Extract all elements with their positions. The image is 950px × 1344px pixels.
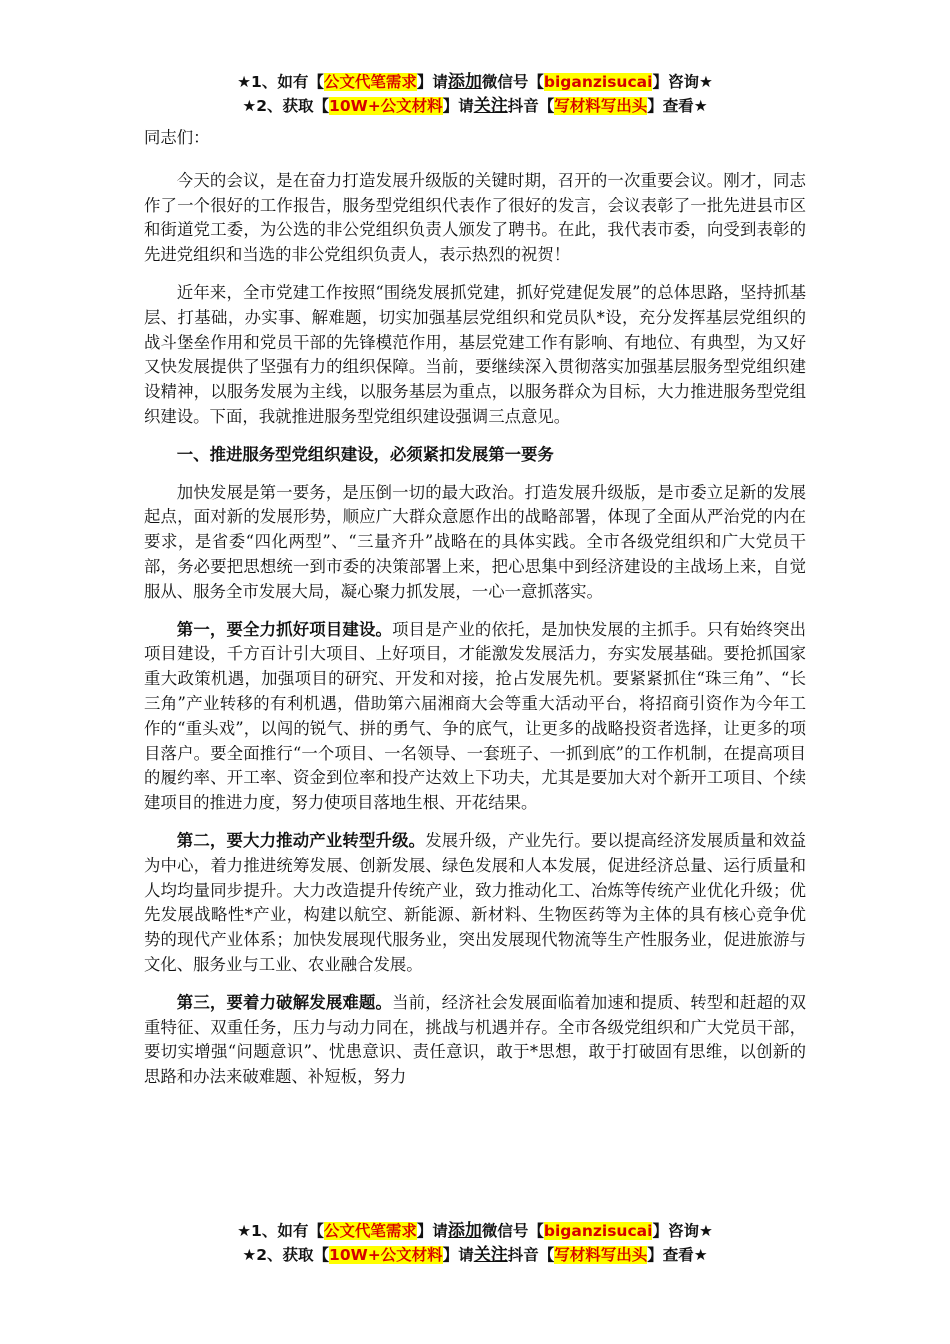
promo-text: 】请 (442, 97, 474, 115)
paragraph: 今天的会议，是在奋力打造发展升级版的关键时期，召开的一次重要会议。刚才，同志作了一个很好的工作报告，服务型党组织代表作了很好的发言，会议表彰了一批先进县市区和街道党工委，为公选的非公党组织负责人颁发了聘书。在此，我代表市委，向受到表彰的先进党组织和当选的非公党组织负责人，表示热烈的祝贺！ (144, 170, 806, 265)
paragraph-body: 发展升级，产业先行。要以提高经济发展质量和效益为中心，着力推进统筹发展、创新发展、绿色发展和人本发展，促进经济总量、运行质量和人均均量同步提升。大力改造提升传统产业，致力推动化工、冶炼等传统产业优化升级；优先发展战略性*产业，构建以航空、新能源、新材料、生物医药等为主体的具有核心竞争优势的现代产业体系；加快发展现代服务业，突出发展现代物流等生产性服务业，促进旅游与文化、服务业与工业、农业融合发展。 (144, 830, 806, 974)
promo-text: 】请 (442, 1246, 474, 1264)
section-heading: 一、推进服务型党组织建设，必须紧扣发展第一要务 (176, 444, 554, 464)
paragraph-body: 项目是产业的依托，是加快发展的主抓手。只有始终突出项目建设，千方百计引大项目、上好项目，才能激发发展活力，夯实发展基础。要抢抓国家重大政策机遇，加强项目的研究、开发和对接，抢占发展先机。要紧紧抓住“珠三角”、“长三角”产业转移的有利机遇，借助第六届湘商大会等重大活动平台，将招商引资作为今年工作的“重头戏”，以闯的锐气、拼的勇气、争的底气，让更多的战略投资者选择，让更多的项目落户。要全面推行“一个项目、一名领导、一套班子、一抓到底”的工作机制，在提高项目的履约率、开工率、资金到位率和投产达效上下功夫，尤其是要加大对个新开工项目、个续建项目的推进力度，努力使项目落地生根、开花结果。 (144, 619, 806, 813)
promo-text: 】咨询★ (652, 73, 713, 91)
paragraph (144, 618, 806, 816)
promo-text: 】请 (416, 1222, 448, 1240)
promo-highlight: 公文代笔需求 (323, 1222, 417, 1240)
promo-text: 】查看★ (647, 97, 708, 115)
paragraph-lead: 第二，要大力推动产业转型升级。 (176, 830, 426, 850)
promo-text: ★2、获取【 (242, 97, 330, 115)
promo-underline: 关注 (473, 96, 508, 116)
promo-text: 】查看★ (647, 1246, 708, 1264)
promo-text: 抖音【 (507, 1246, 555, 1264)
promo-highlight: 写材料写出头 (554, 97, 648, 115)
promo-line-2 (0, 1243, 950, 1267)
promo-underline: 关注 (473, 1245, 508, 1265)
promo-underline: 添加 (447, 1221, 482, 1241)
paragraph: 加快发展是第一要务，是压倒一切的最大政治。打造发展升级版，是市委立足新的发展起点，面对新的发展形势，顺应广大群众意愿作出的战略部署，体现了全面从严治党的内在要求，是省委“四化两型”、“三量齐升”战略在的具体实践。全市各级党组织和广大党员干部，务必要把思想统一到市委的决策部署上来，把心思集中到经济建设的主战场上来，自觉服从、服务全市发展大局，凝心聚力抓发展，一心一意抓落实。 (144, 482, 806, 601)
promo-highlight: 10W+公文材料 (329, 97, 443, 115)
promo-highlight: 10W+公文材料 (329, 1246, 443, 1264)
promo-text: ★2、获取【 (242, 1246, 330, 1264)
paragraph-lead: 第三，要着力破解发展难题。 (176, 992, 393, 1012)
promo-text: 抖音【 (507, 97, 555, 115)
promo-line-1 (0, 1219, 950, 1243)
promo-line-1 (0, 70, 950, 94)
promo-underline: 添加 (447, 72, 482, 92)
promo-text: ★1、如有【 (237, 73, 324, 91)
paragraph (144, 829, 806, 978)
promo-text: 】请 (416, 73, 448, 91)
top-promo-banner (0, 70, 950, 118)
promo-text: ★1、如有【 (237, 1222, 324, 1240)
promo-highlight: biganzisucai (543, 1222, 653, 1240)
promo-line-2 (0, 94, 950, 118)
promo-highlight: 写材料写出头 (554, 1246, 648, 1264)
promo-text: 】咨询★ (652, 1222, 713, 1240)
promo-highlight: 公文代笔需求 (323, 73, 417, 91)
salutation: 同志们： (144, 128, 210, 147)
paragraph: 近年来，全市党建工作按照“围绕发展抓党建，抓好党建促发展”的总体思路，坚持抓基层、打基础，办实事、解难题，切实加强基层党组织和党员队*设，充分发挥基层党组织的战斗堡垒作用和党员干部的先锋模范作用，基层党建工作有影响、有地位、有典型，为又好又快发展提供了坚强有力的组织保障。当前，要继续深入贯彻落实加强基层服务型党组织建设精神，以服务发展为主线，以服务基层为重点，以服务群众为目标，大力推进服务型党组织建设。下面，我就推进服务型党组织建设强调三点意见。 (144, 282, 806, 426)
paragraph (144, 991, 806, 1090)
promo-text: 微信号【 (481, 1222, 544, 1240)
promo-text: 微信号【 (481, 73, 544, 91)
bottom-promo-banner (0, 1219, 950, 1267)
paragraph-lead: 第一，要全力抓好项目建设。 (176, 619, 393, 639)
document-body (144, 126, 806, 1090)
paragraph-body: 当前，经济社会发展面临着加速和提质、转型和赶超的双重特征、双重任务，压力与动力同在，挑战与机遇并存。全市各级党组织和广大党员干部，要切实增强“问题意识”、忧患意识、责任意识，敢于*思想，敢于打破固有思维，以创新的思路和办法来破难题、补短板，努力 (144, 992, 806, 1087)
promo-highlight: biganzisucai (543, 73, 653, 91)
